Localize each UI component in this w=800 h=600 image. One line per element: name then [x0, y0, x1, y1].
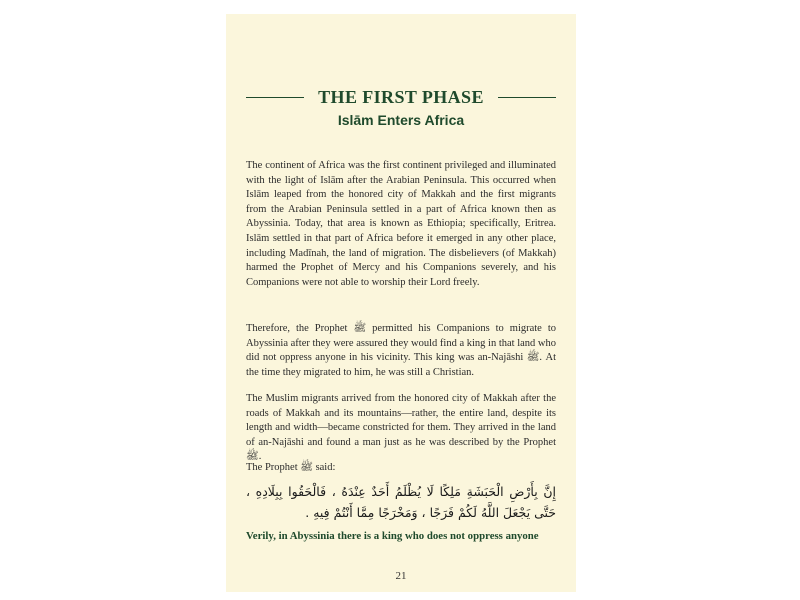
book-page	[226, 14, 576, 592]
chapter-title: THE FIRST PHASE	[318, 87, 484, 107]
arabic-hadith-quote: إِنَّ بِأَرْضِ الْحَبَشَةِ مَلِكًا لَا يُظْلَمُ أَحَدٌ عِنْدَهُ ، فَالْحَقُوا بِبِلَادِهِ ، حَتَّى يَجْعَلَ اللَّهُ لَكُمْ فَرَجًا ، وَمَخْرَجًا مِمَّا أَنْتُمْ فِيهِ .	[246, 484, 556, 520]
chapter-heading	[226, 87, 576, 108]
chapter-subtitle: Islām Enters Africa	[337, 112, 465, 128]
paragraph-4: The Prophet ﷺ said:	[246, 462, 336, 473]
page-number: 21	[395, 570, 407, 582]
paragraph-2: Therefore, the Prophet ﷺ permitted his Companions to migrate to Abyssinia after they were assured they would find a king in that land who did not oppress anyone in his vicinity. This king was an-Najāshi ﷺ. At the time they migrated to him, he was still a Christian.	[246, 323, 556, 378]
paragraph-1: The continent of Africa was the first continent privileged and illuminated with the light of Islām after the Arabian Peninsula. This occurred when Islām leaped from the honored city of Makkah and the first migrants from the Arabian Peninsula settled in a part of Africa known then as Abyssinia. Today, that area is known as Ethiopia; specifically, Eritrea. Islām settled in that part of Africa before it emerged in any other place, including Madīnah, the land of migration. The disbelievers (of Makkah) harmed the Prophet of Mercy and his Companions severely, and his Companions were not able to worship their Lord freely.	[246, 160, 556, 288]
paragraph-3: The Muslim migrants arrived from the honored city of Makkah after the roads of Makkah and its mountains—rather, the entire land, despite its length and width—became constricted for them. They arrived in the land of an-Najāshi and found a man just as he was described by the Prophet ﷺ.	[246, 393, 556, 463]
hadith-translation: Verily, in Abyssinia there is a king who does not oppress anyone	[246, 530, 539, 542]
heading-rule-right	[498, 97, 556, 98]
heading-rule-left	[246, 97, 304, 98]
